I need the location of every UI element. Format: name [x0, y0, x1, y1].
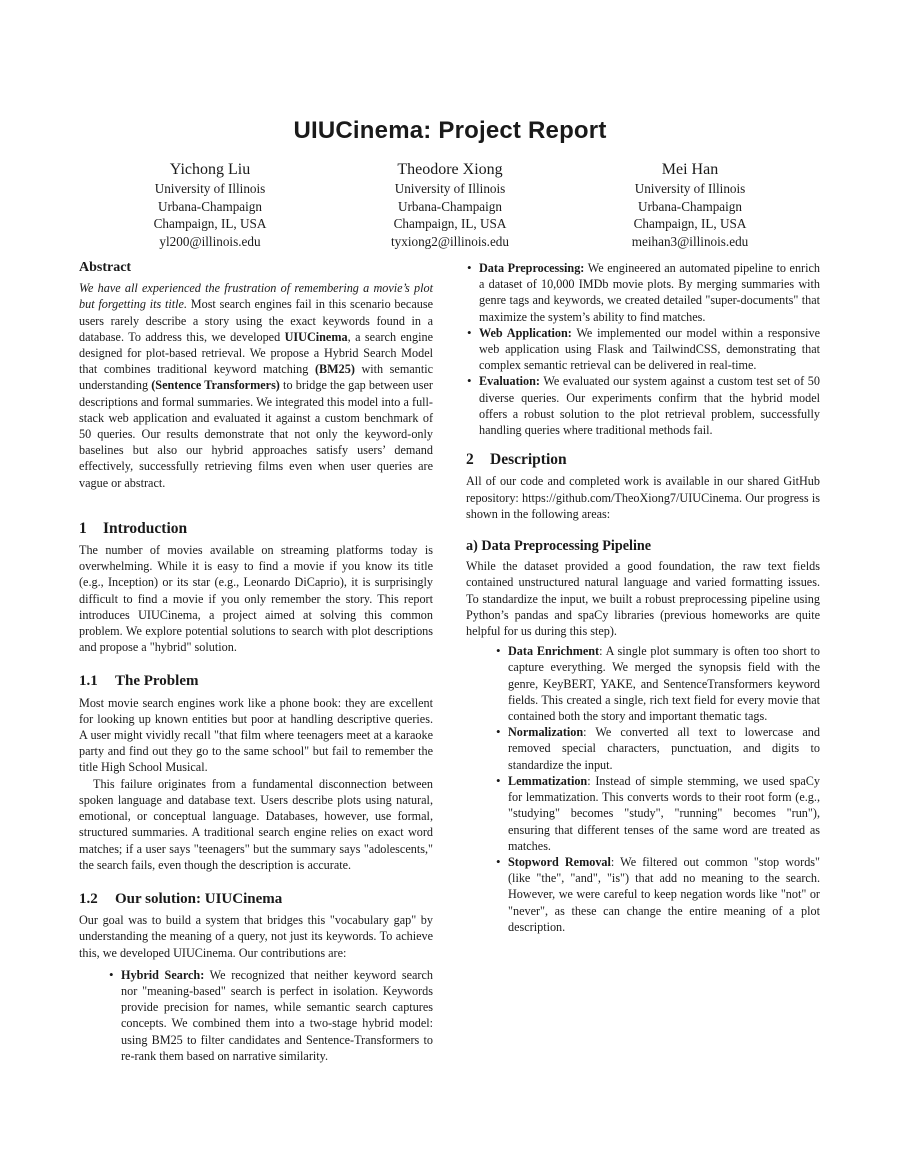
list-item-label: Data Enrichment [508, 644, 600, 659]
author-location: Champaign, IL, USA [153, 216, 267, 232]
subsection-problem-heading [79, 673, 433, 689]
list-item [495, 643, 820, 724]
author-name: Mei Han [661, 161, 719, 178]
left-column [79, 260, 433, 1064]
author-campus: Urbana-Champaign [638, 198, 742, 214]
list-item [466, 260, 820, 325]
author-campus: Urbana-Champaign [398, 198, 502, 214]
author-email: tyxiong2@illinois.edu [390, 233, 509, 249]
list-item [495, 854, 820, 935]
author-email: yl200@illinois.edu [159, 233, 261, 249]
abstract-text [79, 280, 433, 491]
list-item-label: Data Preprocessing: [479, 261, 585, 275]
list-item-text: : Instead of simple stemming, we used spaCy for lemmatization. This converts words to their root form (e.g., "studying" becomes "study", "running" becomes "run"), ensuring that different tenses of the same word are treated as matches. [508, 773, 820, 853]
solution-text: Our goal was to build a system that bridges this "vocabulary gap" by understanding the meaning of a query, not just its keywords. To achieve this, we developed UIUCinema. Our contributions are: [79, 913, 433, 960]
right-column [466, 260, 820, 935]
list-item-label: Evaluation: [479, 374, 540, 389]
section-title: Description [490, 451, 567, 469]
author-affiliation: University of Illinois [394, 181, 506, 196]
list-item [495, 724, 820, 773]
list-item [466, 373, 820, 438]
list-item-label: Hybrid Search: [121, 967, 205, 982]
author-2 [330, 160, 570, 250]
author-affiliation: University of Illinois [154, 181, 266, 196]
section-number: 1 [79, 519, 87, 537]
section-number: 1.2 [79, 890, 98, 907]
list-item-label: Normalization [508, 725, 584, 740]
list-item-text: We engineered an automated pipeline to enrich a dataset of 10,000 IMDb movie plots. By merging summaries with genre tags and keywords, we created detailed "super-documents" that maximize the system’s ability to find matches. [479, 261, 820, 324]
author-campus: Urbana-Champaign [158, 198, 262, 214]
subsection-preprocessing-heading: a) Data Preprocessing Pipeline [466, 538, 652, 555]
section-number: 1.1 [79, 673, 98, 690]
author-location: Champaign, IL, USA [393, 216, 507, 232]
abstract-text-part: to bridge the gap between user descriptions and formal summaries. We integrated this model into a full-stack web application and evaluated it against a custom benchmark of 50 queries. Our results demonstrate that not only the keyword-only baselines but also our hybrid approaches satisfy users’ demand effectively, successfully retrieving films even when user queries are vague or abstract. [79, 378, 433, 490]
author-1 [90, 160, 330, 250]
list-item-text: We implemented our model within a responsive web application using Flask and TailwindCSS, demonstrating that complex semantic retrieval can be delivered in real-time. [479, 325, 821, 373]
list-item-label: Stopword Removal [508, 854, 611, 869]
abstract-heading: Abstract [79, 260, 132, 275]
author-affiliation: University of Illinois [634, 181, 746, 196]
list-item [466, 325, 820, 374]
abstract-bold: UIUCinema [284, 329, 348, 344]
author-block [90, 160, 810, 250]
section-description-heading [466, 452, 820, 468]
list-item-text: : We filtered out common "stop words" (like "the", "and", "is") that add no meaning to the search. However, we were careful to keep negation words like "not" or "never", as these can change the entire meaning of a plot description. [508, 854, 821, 934]
author-name: Yichong Liu [169, 161, 251, 178]
list-item-text: We recognized that neither keyword search nor "meaning-based" search is perfect in isolation. Keywords provide precision for names, while semantic search captures concepts. We combined them into a two-stage hybrid model: using BM25 to filter candidates and Sentence-Transformers to re-rank them based on narrative similarity. [121, 967, 433, 1063]
author-name: Theodore Xiong [397, 161, 503, 178]
list-item-text: We evaluated our system against a custom test set of 50 diverse queries. Our experiments confirm that the hybrid model offers a robust solution to the plot retrieval problem, successfully handling queries where traditional methods fail. [479, 374, 820, 438]
introduction-text: The number of movies available on streaming platforms today is overwhelming. While it is easy to find a movie if you know its title (e.g., Inception) or its star (e.g., Leonardo DiCaprio), it is surprisingly difficult to find a movie if you only remember the story. This report introduces UIUCinema, a project aimed at solving this common problem. We explore potential solutions to search with plot descriptions and propose a "hybrid" solution. [79, 543, 433, 655]
paper-title: UIUCinema: Project Report [293, 117, 607, 144]
list-item [108, 967, 433, 1064]
preprocessing-text: While the dataset provided a good foundation, the raw text fields contained unstructured natural language and varied formatting issues. To standardize the input, we built a robust preprocessing pipeline using Python’s pandas and spaCy libraries (previous homeworks are quite helpful for us during this step). [466, 559, 820, 639]
abstract-bold: (BM25) [314, 362, 355, 377]
description-text: All of our code and completed work is available in our shared GitHub repository: https://github.com/TheoXiong7/UIUCinema. Our progress is shown in the following areas: [466, 474, 820, 521]
section-title: Introduction [103, 519, 188, 537]
section-title: The Problem [115, 673, 199, 690]
author-location: Champaign, IL, USA [633, 216, 747, 232]
subsection-solution-heading [79, 891, 433, 907]
list-item-label: Web Application: [479, 325, 572, 340]
author-email: meihan3@illinois.edu [631, 233, 749, 249]
contributions-list-continued [466, 260, 820, 438]
author-3 [570, 160, 810, 250]
abstract-text-part: , a search engine designed for plot-based retrieval. We propose a Hybrid Search Model that combines traditional keyword matching [79, 329, 433, 377]
contributions-list [108, 967, 433, 1064]
abstract-italic-lead: We have all experienced the frustration of remembering a movie’s plot but forgetting its title. [79, 281, 433, 312]
list-item-text: : We converted all text to lowercase and removed special characters, punctuation, and digits to standardize the input. [508, 725, 820, 772]
abstract-bold: (Sentence Transformers) [151, 378, 280, 393]
section-number: 2 [466, 451, 474, 469]
problem-paragraph-1: Most movie search engines work like a phone book: they are excellent for looking up known entities but poor at handling descriptive queries. A user might vividly recall "that film where teenagers meet at a karaoke party and find out they go to the same school" but fail to remember the title High School Musical. [79, 695, 433, 775]
abstract-text-part: Most search engines fail in this scenario because users rarely describe a story using the exact keywords found in a database. To address this, we developed [79, 297, 433, 344]
abstract-text-part: with semantic understanding [79, 362, 434, 393]
section-introduction-heading [79, 521, 433, 537]
section-title: Our solution: UIUCinema [115, 890, 283, 907]
list-item-label: Lemmatization [508, 773, 588, 788]
list-item-text: : A single plot summary is often too short to capture everything. We merged the synopsis field with the genre, KeyBERT, YAKE, and SentenceTransformers keyword fields. This created a single, rich text field for every movie that contained both the story and important thematic tags. [508, 644, 820, 724]
problem-paragraph-2: This failure originates from a fundamental disconnection between spoken language and database text. Users describe plots using natural, emotional, or conceptual language. Databases, however, use formal, structured summaries. A traditional search engine relies on exact word matches; if a user says "teenagers" but the summary says "adolescents," the search fails, even though the description is accurate. [79, 776, 433, 872]
preprocessing-steps-list [495, 643, 820, 935]
list-item [495, 773, 820, 854]
